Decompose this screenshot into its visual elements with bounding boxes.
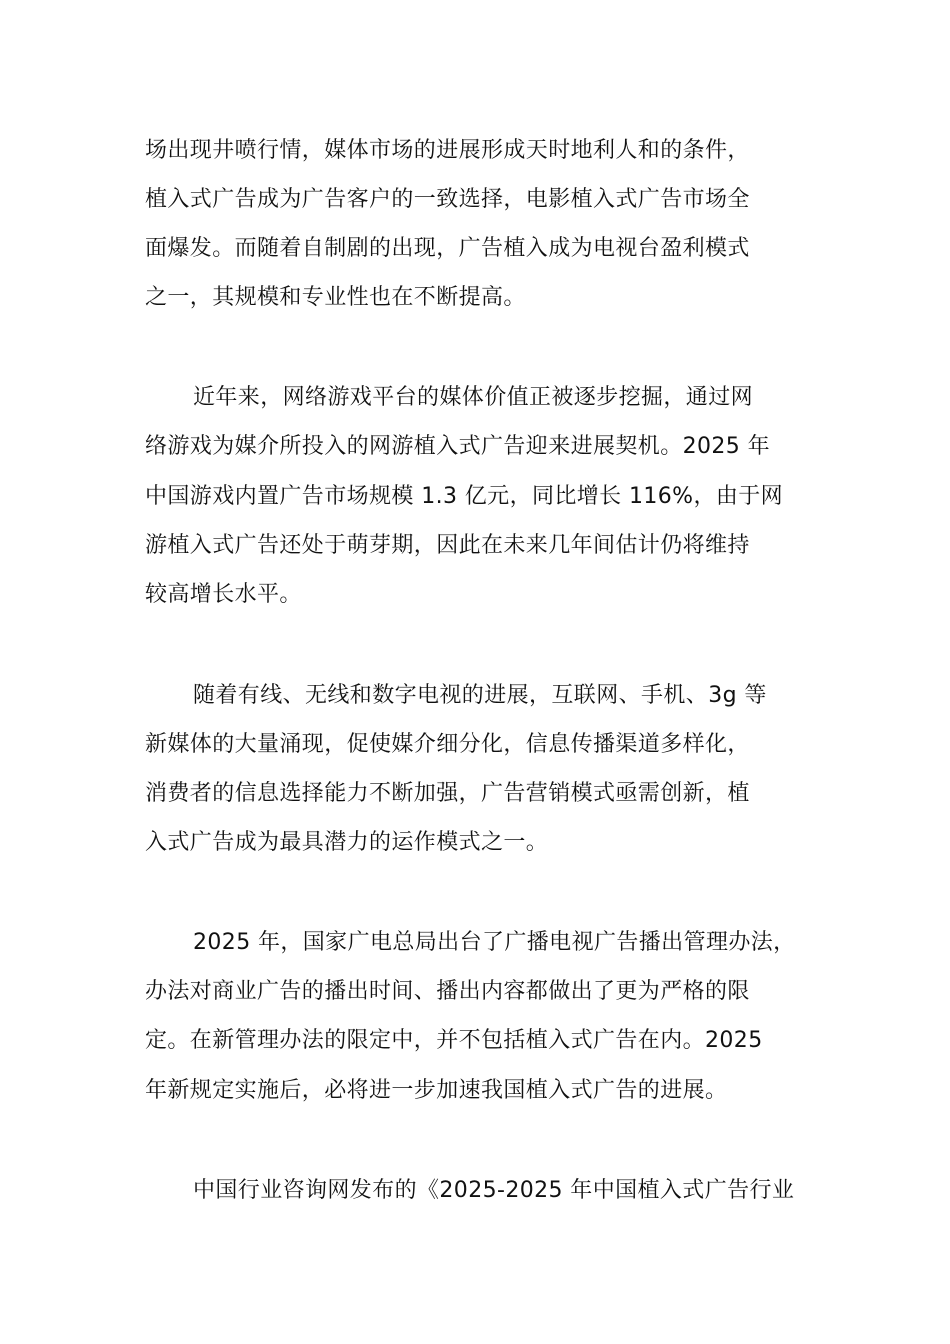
- paragraph-1-line-1: 场出现井喷行情，媒体市场的进展形成天时地利人和的条件，: [145, 138, 750, 163]
- paragraph-3-line-2: 新媒体的大量涌现，促使媒介细分化，信息传播渠道多样化，: [145, 732, 750, 757]
- paragraph-2-line-2: 络游戏为媒介所投入的网游植入式广告迎来进展契机。2025 年: [145, 434, 770, 459]
- paragraph-2-line-4: 游植入式广告还处于萌芽期，因此在未来几年间估计仍将维持: [145, 533, 750, 558]
- paragraph-4-line-2: 办法对商业广告的播出时间、播出内容都做出了更为严格的限: [145, 979, 750, 1004]
- paragraph-2-line-5: 较高增长水平。: [145, 582, 302, 607]
- paragraph-4-line-3: 定。在新管理办法的限定中，并不包括植入式广告在内。2025: [145, 1028, 763, 1053]
- paragraph-1-line-3: 面爆发。而随着自制剧的出现，广告植入成为电视台盈利模式: [145, 236, 750, 261]
- paragraph-3-line-1: 随着有线、无线和数字电视的进展，互联网、手机、3g 等: [193, 683, 767, 708]
- paragraph-5-line-1: 中国行业咨询网发布的《2025-2025 年中国植入式广告行业: [193, 1178, 795, 1203]
- paragraph-3-line-4: 入式广告成为最具潜力的运作模式之一。: [145, 830, 549, 855]
- paragraph-2-line-1: 近年来，网络游戏平台的媒体价值正被逐步挖掘，通过网: [193, 385, 754, 410]
- paragraph-1-line-2: 植入式广告成为广告客户的一致选择，电影植入式广告市场全: [145, 187, 750, 212]
- paragraph-1-line-4: 之一，其规模和专业性也在不断提高。: [145, 285, 526, 310]
- paragraph-4-line-1: 2025 年，国家广电总局出台了广播电视广告播出管理办法，: [193, 930, 796, 955]
- paragraph-4-line-4: 年新规定实施后，必将进一步加速我国植入式广告的进展。: [145, 1078, 728, 1103]
- paragraph-3-line-3: 消费者的信息选择能力不断加强，广告营销模式亟需创新，植: [145, 781, 750, 806]
- paragraph-2-line-3: 中国游戏内置广告市场规模 1.3 亿元，同比增长 116%，由于网: [145, 484, 784, 509]
